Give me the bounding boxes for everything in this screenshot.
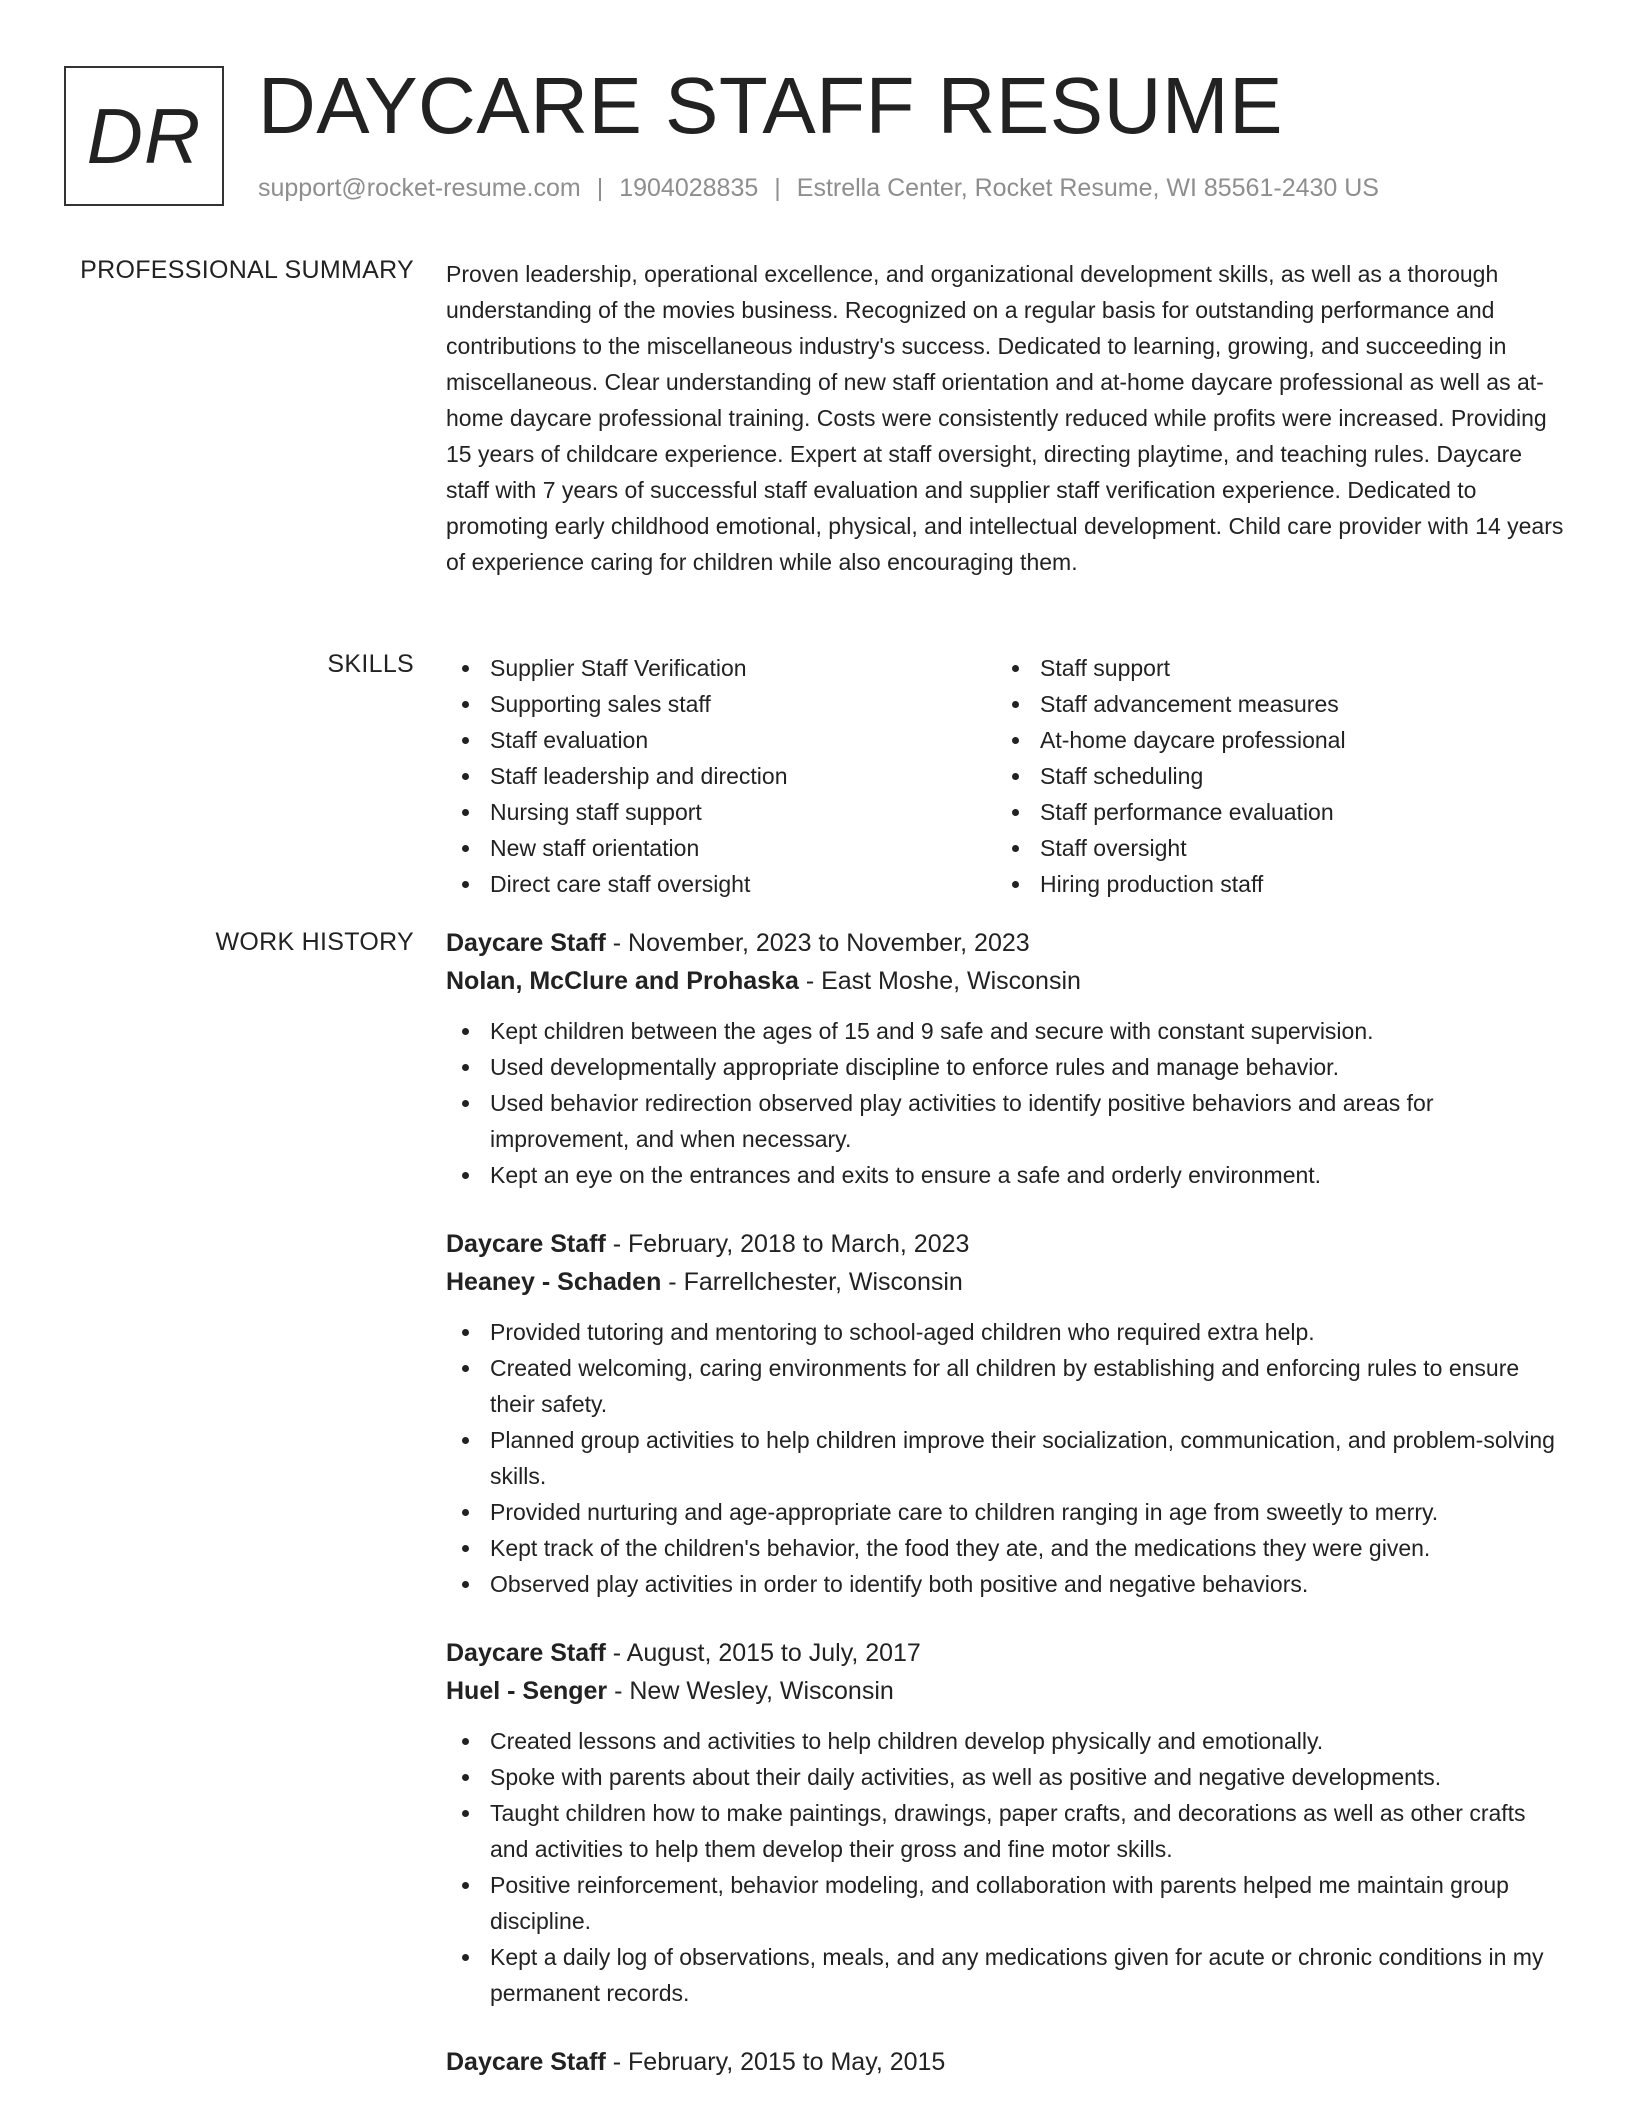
- job-employer: Nolan, McClure and Prohaska: [446, 967, 799, 995]
- job-location: - Farrellchester, Wisconsin: [661, 1268, 963, 1296]
- job-dates: - November, 2023 to November, 2023: [605, 929, 1030, 957]
- monogram-initials: DR: [86, 91, 202, 180]
- job-entry: [446, 1225, 1566, 1602]
- job-title: Daycare Staff: [446, 2048, 606, 2076]
- job-dates: - August, 2015 to July, 2017: [605, 1639, 921, 1667]
- summary-heading: PROFESSIONAL SUMMARY: [80, 256, 414, 284]
- skills-heading: SKILLS: [327, 650, 414, 678]
- job-duties: [446, 1013, 1566, 1193]
- contact-phone[interactable]: 1904028835: [619, 174, 759, 202]
- job-title: Daycare Staff: [446, 1230, 606, 1258]
- monogram-badge: [64, 66, 224, 206]
- job-title-line: [446, 1634, 1566, 1672]
- job-duty-item: Created welcoming, caring environments for all children by establishing and enforcing rules to ensure their safety.: [446, 1350, 1566, 1422]
- job-duty-item: Used behavior redirection observed play activities to identify positive behaviors and areas for improvement, and when necessary.: [446, 1085, 1566, 1157]
- contact-address: Estrella Center, Rocket Resume, WI 85561-2430 US: [796, 174, 1379, 202]
- skill-item: Staff leadership and direction: [446, 758, 996, 794]
- skills-list: [446, 650, 1566, 902]
- job-duty-item: Planned group activities to help children improve their socialization, communication, and problem-solving skills.: [446, 1422, 1566, 1494]
- job-location: - New Wesley, Wisconsin: [607, 1677, 894, 1705]
- job-location: - East Moshe, Wisconsin: [798, 967, 1081, 995]
- job-duty-item: Kept a daily log of observations, meals, and any medications given for acute or chronic conditions in my permanent records.: [446, 1939, 1566, 2011]
- job-dates: - February, 2018 to March, 2023: [605, 1230, 970, 1258]
- skill-item: Staff support: [996, 650, 1546, 686]
- job-title: Daycare Staff: [446, 1639, 606, 1667]
- job-duty-item: Positive reinforcement, behavior modeling, and collaboration with parents helped me maintain group discipline.: [446, 1867, 1566, 1939]
- skill-item: Staff scheduling: [996, 758, 1546, 794]
- job-employer-line: [446, 1672, 1566, 1710]
- skill-item: Supplier Staff Verification: [446, 650, 996, 686]
- job-title-line: [446, 1225, 1566, 1263]
- resume-title: DAYCARE STAFF RESUME: [258, 61, 1283, 150]
- contact-line: [258, 174, 1379, 203]
- work-history-body: [446, 924, 1566, 2113]
- skill-item: Supporting sales staff: [446, 686, 996, 722]
- skill-item: At-home daycare professional: [996, 722, 1546, 758]
- skill-item: Direct care staff oversight: [446, 866, 996, 902]
- job-duty-item: Provided nurturing and age-appropriate care to children ranging in age from sweetly to merry.: [446, 1494, 1566, 1530]
- skill-item: Staff advancement measures: [996, 686, 1546, 722]
- skill-item: Nursing staff support: [446, 794, 996, 830]
- job-duty-item: Observed play activities in order to identify both positive and negative behaviors.: [446, 1566, 1566, 1602]
- job-title: Daycare Staff: [446, 929, 606, 957]
- summary-body: [446, 256, 1566, 580]
- skill-item: Staff oversight: [996, 830, 1546, 866]
- job-entry: [446, 1634, 1566, 2011]
- job-duty-item: Taught children how to make paintings, drawings, paper crafts, and decorations as well as other crafts and activities to help them develop their gross and fine motor skills.: [446, 1795, 1566, 1867]
- job-entry: [446, 2043, 1566, 2081]
- contact-separator: |: [596, 174, 604, 202]
- job-duty-item: Kept children between the ages of 15 and 9 safe and secure with constant supervision.: [446, 1013, 1566, 1049]
- skill-item: New staff orientation: [446, 830, 996, 866]
- job-dates: - February, 2015 to May, 2015: [605, 2048, 946, 2076]
- job-duty-item: Kept an eye on the entrances and exits to ensure a safe and orderly environment.: [446, 1157, 1566, 1193]
- job-duty-item: Spoke with parents about their daily activities, as well as positive and negative developments.: [446, 1759, 1566, 1795]
- skill-item: Staff performance evaluation: [996, 794, 1546, 830]
- job-employer-line: [446, 962, 1566, 1000]
- job-title-line: [446, 2043, 1566, 2081]
- job-duty-item: Kept track of the children's behavior, the food they ate, and the medications they were given.: [446, 1530, 1566, 1566]
- job-duties: [446, 1314, 1566, 1602]
- job-duty-item: Provided tutoring and mentoring to school-aged children who required extra help.: [446, 1314, 1566, 1350]
- job-employer-line: [446, 1263, 1566, 1301]
- skills-body: [446, 650, 1566, 902]
- job-employer: Heaney - Schaden: [446, 1268, 662, 1296]
- contact-separator: |: [774, 174, 781, 202]
- work-history-heading: WORK HISTORY: [215, 928, 414, 956]
- job-entry: [446, 924, 1566, 1193]
- contact-email[interactable]: support@rocket-resume.com: [258, 174, 581, 202]
- summary-text: Proven leadership, operational excellence, and organizational development skills, as well as a thorough understanding of the movies business. Recognized on a regular basis for outstanding performance and contributions to the miscellaneous industry's success. Dedicated to learning, growing, and succeeding in miscellaneous. Clear understanding of new staff orientation and at-home daycare professional as well as at-home daycare professional training. Costs were consistently reduced while profits were increased. Providing 15 years of childcare experience. Expert at staff oversight, directing playtime, and teaching rules. Daycare staff with 7 years of successful staff evaluation and supplier staff verification experience. Dedicated to promoting early childhood emotional, physical, and intellectual development. Child care provider with 14 years of experience caring for children while also encouraging them.: [446, 261, 1564, 575]
- job-employer: Huel - Senger: [446, 1677, 608, 1705]
- skill-item: Hiring production staff: [996, 866, 1546, 902]
- job-title-line: [446, 924, 1566, 962]
- skill-item: Staff evaluation: [446, 722, 996, 758]
- job-duty-item: Created lessons and activities to help children develop physically and emotionally.: [446, 1723, 1566, 1759]
- job-duties: [446, 1723, 1566, 2011]
- job-duty-item: Used developmentally appropriate discipline to enforce rules and manage behavior.: [446, 1049, 1566, 1085]
